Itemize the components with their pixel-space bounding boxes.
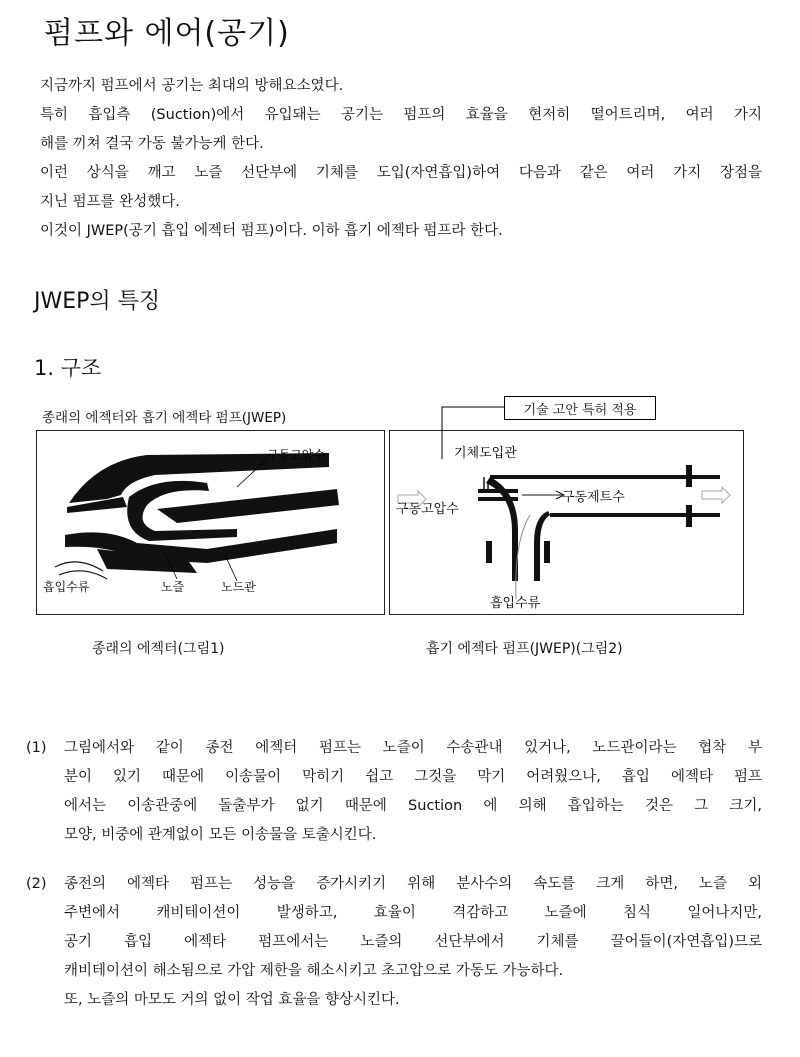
tech-badge: 기술 고안 특허 적용 [504, 396, 656, 420]
drive-water-label: 구동고압수 [267, 448, 325, 462]
intro-line: 지금까지 펌프에서 공기는 최대의 방해요소였다. [40, 78, 344, 94]
gas-inlet-label: 기체도입관 [454, 446, 517, 461]
paragraph-line: 종전의 에젝타 펌프는 성능을 증가시키기 위해 분사수의 속도를 크게 하면, 노즐 외 [64, 876, 762, 892]
paragraph-marker: (1) [26, 740, 47, 756]
paragraph-line: 모양, 비중에 관계없이 모든 이송물을 토출시킨다. [64, 827, 377, 843]
intro-line: 해를 끼쳐 결국 가동 불가능케 한다. [40, 136, 264, 152]
page-title: 펌프와 에어(공기) [44, 16, 290, 51]
nozzle-label: 노즐 [161, 580, 185, 594]
figure2-panel [389, 430, 744, 615]
jet-label: 구동제트수 [562, 490, 625, 505]
paragraph-line: 주변에서 캐비테이션이 발생하고, 효율이 격감하고 노즐에 침식 일어나지만, [64, 905, 762, 921]
intro-line: 지닌 펌프를 완성했다. [40, 194, 180, 210]
section-heading: JWEP의 특징 [34, 289, 161, 314]
figure2-caption: 흡기 에젝타 펌프(JWEP)(그림2) [426, 641, 623, 657]
subsection-heading: 1. 구조 [34, 356, 102, 380]
paragraph-line: 분이 있기 때문에 이송물이 막히기 쉽고 그것을 막기 어려웠으나, 흡입 에젝타 펌프 [64, 769, 762, 785]
figure1-panel [36, 430, 385, 615]
drive-water-label: 구동고압수 [396, 502, 459, 517]
nozzle-tube-label: 노드관 [221, 580, 256, 594]
paragraph-1 [26, 734, 762, 850]
intro-line: 이것이 JWEP(공기 흡입 에젝터 펌프)이다. 이하 흡기 에젝타 펌프라 한다. [40, 223, 503, 239]
paragraph-line: 공기 흡입 에젝타 펌프에서는 노즐의 선단부에서 기체를 끌어들이(자연흡입)므로 [64, 934, 762, 950]
paragraph-line: 캐비테이션이 해소됨으로 가압 제한을 해소시키고 초고압으로 가동도 가능하다. [64, 963, 564, 979]
paragraph-2 [26, 870, 762, 1015]
paragraph-line: 에서는 이송관중에 돌출부가 없기 때문에 Suction 에 의해 흡입하는 것은 그 크기, [64, 798, 762, 814]
intro-line: 이런 상식을 깨고 노즐 선단부에 기체를 도입(자연흡입)하여 다음과 같은 여러 가지 장점을 [40, 165, 762, 181]
suction-flow-label: 흡입수류 [490, 596, 541, 611]
paragraph-line: 그림에서와 같이 종전 에젝터 펌프는 노즐이 수송관내 있거나, 노드관이라는 협착 부 [64, 740, 762, 756]
suction-flow-label: 흡입수류 [43, 580, 90, 594]
intro-text [40, 72, 762, 246]
figure1-caption: 종래의 에젝터(그림1) [92, 641, 225, 657]
intro-line: 특히 흡입측 (Suction)에서 유입돼는 공기는 펌프의 효율을 현저히 떨어트리며, 여러 가지 [40, 107, 762, 123]
figure-top-caption: 종래의 에젝터와 흡기 에젝타 펌프(JWEP) [42, 410, 287, 426]
paragraph-marker: (2) [26, 876, 47, 892]
ejector-diagram [37, 431, 384, 614]
paragraph-line: 또, 노즐의 마모도 거의 없이 작업 효율을 향상시킨다. [64, 992, 400, 1008]
jwep-diagram [390, 431, 743, 614]
